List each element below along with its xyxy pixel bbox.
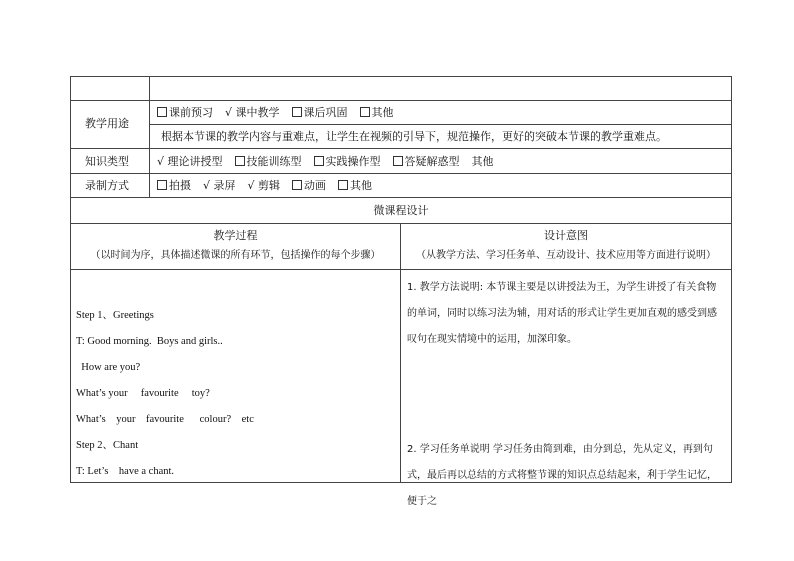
record-option-label: 其他	[350, 179, 373, 192]
record-option	[338, 179, 372, 193]
knowledge-option	[393, 155, 460, 169]
intent-header: 设计意图	[544, 229, 588, 242]
usage-option	[157, 106, 213, 120]
usage-option-label: 课后巩固	[303, 106, 348, 119]
checkbox-empty-icon	[292, 107, 302, 117]
usage-option	[360, 106, 394, 120]
usage-option-label: 其他	[371, 106, 394, 119]
knowledge-option	[472, 155, 494, 169]
process-line: How are you?	[76, 362, 141, 373]
process-subheader: （以时间为序，具体描述微课的所有环节，包括操作的每个步骤）	[90, 250, 381, 261]
process-content	[76, 303, 396, 485]
process-line: What’s your favourite toy?	[76, 388, 210, 399]
process-line: Step 2、Chant	[76, 440, 139, 451]
checkbox-empty-icon	[235, 156, 245, 166]
record-label: 录制方式	[85, 179, 129, 192]
knowledge-options	[157, 155, 506, 169]
record-option-label: 动画	[304, 179, 327, 192]
usage-option-label: 课前预习	[169, 106, 213, 119]
design-title: 微课程设计	[373, 204, 429, 217]
intent-subheader: （从教学方法、学习任务单、互动设计、技术应用等方面进行说明）	[416, 250, 716, 261]
row-divider	[71, 148, 731, 149]
intent-tasksheet: 2. 学习任务单说明 学习任务由简到难，由分到总，先从定义，再到句式，最后再以总结的方式将整节课的知识点总结起来，利于学生记忆，便于之	[407, 444, 717, 507]
process-line: Step 1、Greetings	[76, 310, 154, 321]
checkmark-icon: √	[247, 179, 259, 192]
record-option	[292, 179, 326, 193]
checkbox-empty-icon	[157, 107, 167, 117]
micro-course-table	[70, 76, 732, 507]
record-option	[157, 179, 191, 193]
checkbox-empty-icon	[360, 107, 370, 117]
usage-label: 教学用途	[85, 117, 129, 130]
knowledge-option-label: 其他	[471, 155, 494, 168]
knowledge-option-label: 理论讲授型	[167, 155, 223, 168]
row-divider	[71, 100, 731, 101]
checkbox-empty-icon	[338, 180, 348, 190]
record-option-label: 拍摄	[169, 179, 191, 192]
checkmark-icon: √	[203, 179, 214, 192]
checkmark-icon: √	[225, 106, 236, 119]
knowledge-option	[157, 155, 223, 169]
checkbox-empty-icon	[393, 156, 403, 166]
knowledge-option-label: 答疑解惑型	[404, 155, 460, 168]
record-options	[157, 179, 384, 193]
process-line: What’s your favourite colour? etc	[76, 414, 254, 425]
checkbox-empty-icon	[157, 180, 167, 190]
process-line: T: Let’s have a chant.	[76, 466, 175, 477]
checkbox-empty-icon	[292, 180, 302, 190]
record-option-label: 剪辑	[258, 179, 281, 192]
knowledge-option-label: 实践操作型	[325, 155, 381, 168]
checkmark-icon: √	[157, 155, 168, 168]
process-header: 教学过程	[213, 229, 258, 242]
checkbox-empty-icon	[314, 156, 324, 166]
record-option	[203, 179, 236, 193]
row-divider	[149, 124, 731, 125]
knowledge-option	[235, 155, 302, 169]
row-divider	[71, 223, 731, 224]
col-divider	[149, 77, 150, 198]
knowledge-option	[314, 155, 381, 169]
knowledge-option-label: 技能训练型	[246, 155, 302, 168]
row-divider	[71, 269, 731, 270]
usage-option-label: 课中教学	[235, 106, 280, 119]
usage-option	[292, 106, 348, 120]
knowledge-label: 知识类型	[85, 155, 129, 168]
row-divider	[71, 197, 731, 198]
record-option-label: 录屏	[213, 179, 236, 192]
record-option	[248, 179, 281, 193]
intent-method: 1. 教学方法说明: 本节课主要是以讲授法为王，为学生讲授了有关食物的单词，同时以练习法为辅，用对话的形式让学生更加直观的感受到感叹句在现实情境中的运用，加深印象。	[407, 282, 717, 345]
usage-description: 根据本节课的教学内容与重难点，让学生在视频的引导下，规范操作，更好的突破本节课的教学重难点。	[161, 130, 667, 143]
process-line: T: Good morning. Boys and girls..	[76, 336, 223, 347]
usage-options	[157, 106, 406, 120]
row-divider	[71, 173, 731, 174]
usage-option	[225, 106, 280, 120]
